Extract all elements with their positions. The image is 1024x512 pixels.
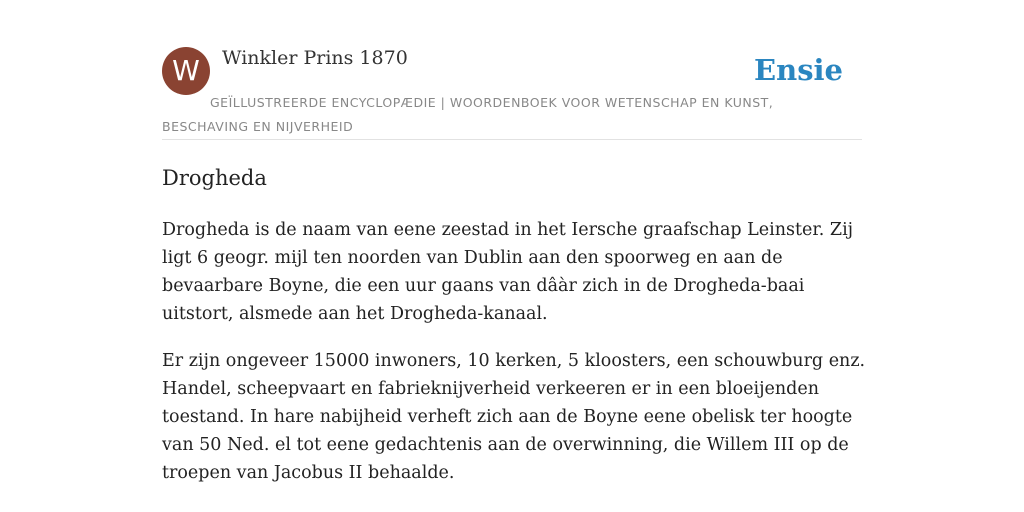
article-paragraph: Drogheda is de naam van eene zeestad in het Iersche graafschap Leinster. Zij ligt 6 geogr. mijl ten noorden van Dublin aan den spoorweg en aan de bevaarbare Boyne, die een uur gaans van dâàr zich in de Drogheda-baai uitstort, alsmede aan het Drogheda-kanaal. — [162, 220, 854, 324]
article-title: Drogheda — [162, 166, 267, 190]
source-subtitle: GEÏLLUSTREERDE ENCYCLOPÆDIE | WOORDENBOEK VOOR WETENSCHAP EN KUNST, BESCHAVING EN NIJVERHEID — [162, 95, 774, 134]
ensie-logo[interactable]: Ensie — [754, 53, 843, 87]
article-paragraph: Er zijn ongeveer 15000 inwoners, 10 kerken, 5 kloosters, een schouwburg enz. Handel, scheepvaart en fabrieknijverheid verkeeren er in een bloeijenden toestand. In hare nabijheid verheft zich aan de Boyne eene obelisk ter hoogte van 50 Ned. el tot eene gedachtenis aan de overwinning, die Willem III op de troepen van Jacobus II behaalde. — [162, 351, 866, 483]
source-title[interactable]: Winkler Prins 1870 — [222, 47, 408, 69]
source-header — [162, 46, 862, 140]
article-body — [162, 216, 868, 506]
source-avatar: W — [162, 47, 210, 95]
